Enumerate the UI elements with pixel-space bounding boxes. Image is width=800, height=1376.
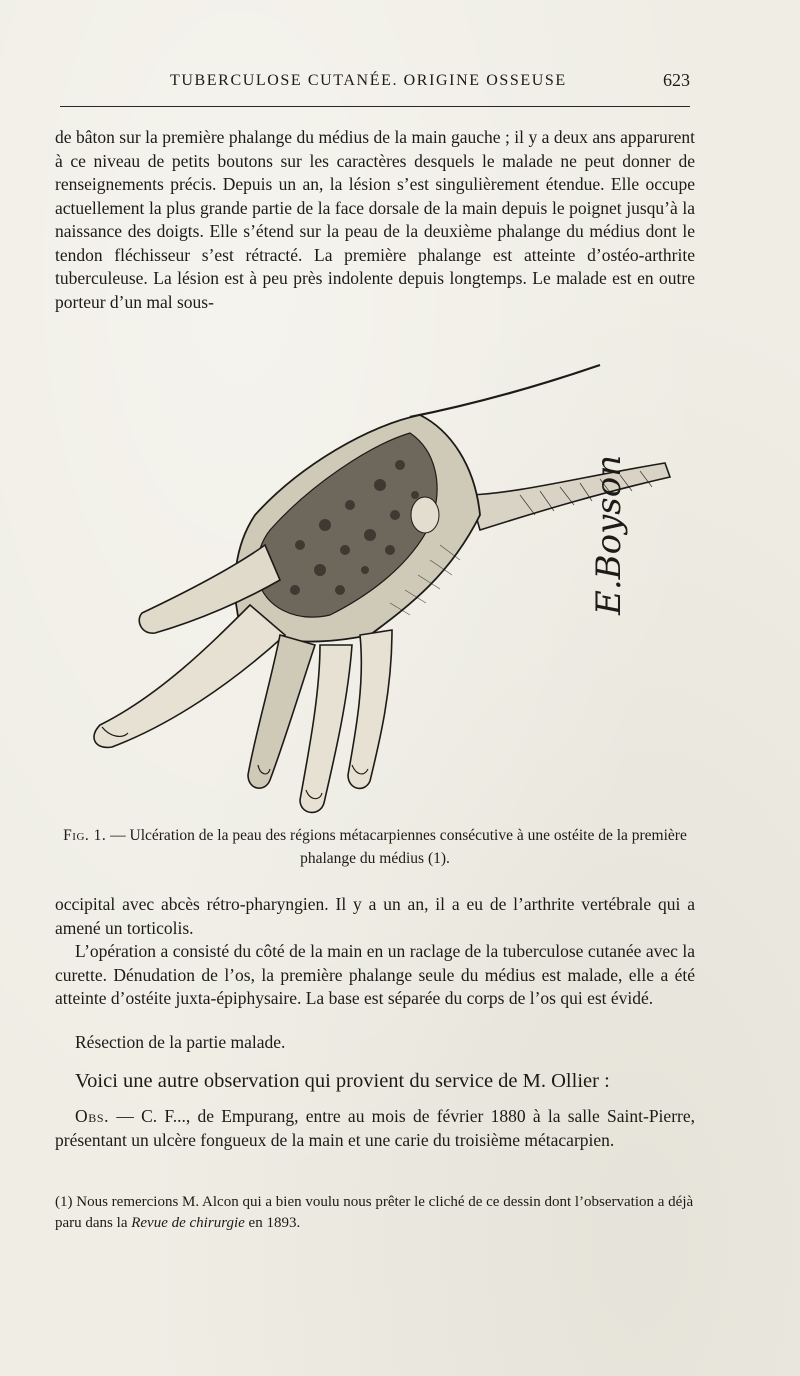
- footnote: [55, 1192, 695, 1234]
- running-title: TUBERCULOSE CUTANÉE. ORIGINE OSSEUSE: [170, 72, 567, 89]
- wrist-drawing: [470, 463, 670, 530]
- hand-illustration: [80, 345, 680, 825]
- body-paragraph: de bâton sur la première phalange du médius de la main gauche ; il y a deux ans apparurent à ce niveau de petits boutons sur les caractères desquels le malade ne peut donner de renseignements précis. Depuis un an, la lésion s’est singulièrement étendue. Elle occupe actuellement la plus grande partie de la face dorsale de la main depuis le poignet jusqu’à la naissance des doigts. Elle s’étend sur la peau de la deuxième phalange du médius dont le tendon fléchisseur s’est rétracté. La première phalange est atteinte d’ostéo-arthrite tuberculeuse. La lésion est à peu près indolente depuis longtemps. Le malade est en outre porteur d’un mal sous-: [55, 127, 695, 312]
- index-finger-drawing: [94, 605, 285, 747]
- running-head: [60, 66, 690, 107]
- observation-text: — C. F..., de Empurang, entre au mois de février 1880 à la salle Saint-Pierre, présentant un ulcère fongueux de la main et une carie du troisième métacarpien.: [55, 1106, 695, 1150]
- ring-finger-drawing: [300, 645, 352, 812]
- figure-label: Fig. 1.: [63, 827, 107, 844]
- observation-paragraph: [55, 1105, 695, 1152]
- body-paragraph: occipital avec abcès rétro-pharyngien. Il y a un an, il a eu de l’arthrite vertébrale qui a amené un torticolis.: [55, 894, 695, 938]
- figure-caption: [55, 824, 695, 870]
- section-intro: Voici une autre observation qui provient du service de M. Ollier :: [75, 1070, 610, 1092]
- body-paragraph: L’opération a consisté du côté de la main en un raclage de la tuberculose cutanée avec la curette. Dénudation de l’os, la première phalange seule du médius est malade, elle a été atteinte d’ostéite juxta-épiphysaire. La base est séparée du corps de l’os qui est évidé.: [55, 941, 695, 1008]
- artist-signature: E.Boyson: [589, 454, 629, 615]
- body-paragraph: Résection de la partie malade.: [75, 1032, 286, 1052]
- little-finger-drawing: [348, 630, 392, 788]
- footnote-journal: Revue de chirurgie: [131, 1215, 245, 1231]
- observation-label: Obs.: [75, 1106, 110, 1126]
- footnote-text: (1) Nous remercions M. Alcon qui a bien voulu nous prêter le cliché de ce dessin dont l’observation a déjà paru dans la: [55, 1194, 694, 1231]
- stick-drawing: [410, 365, 600, 417]
- figure-caption-text: — Ulcération de la peau des régions métacarpiennes consécutive à une ostéite de la première phalange du médius (1).: [106, 827, 687, 867]
- page-number: 623: [663, 70, 690, 90]
- footnote-text-end: en 1893.: [244, 1215, 301, 1231]
